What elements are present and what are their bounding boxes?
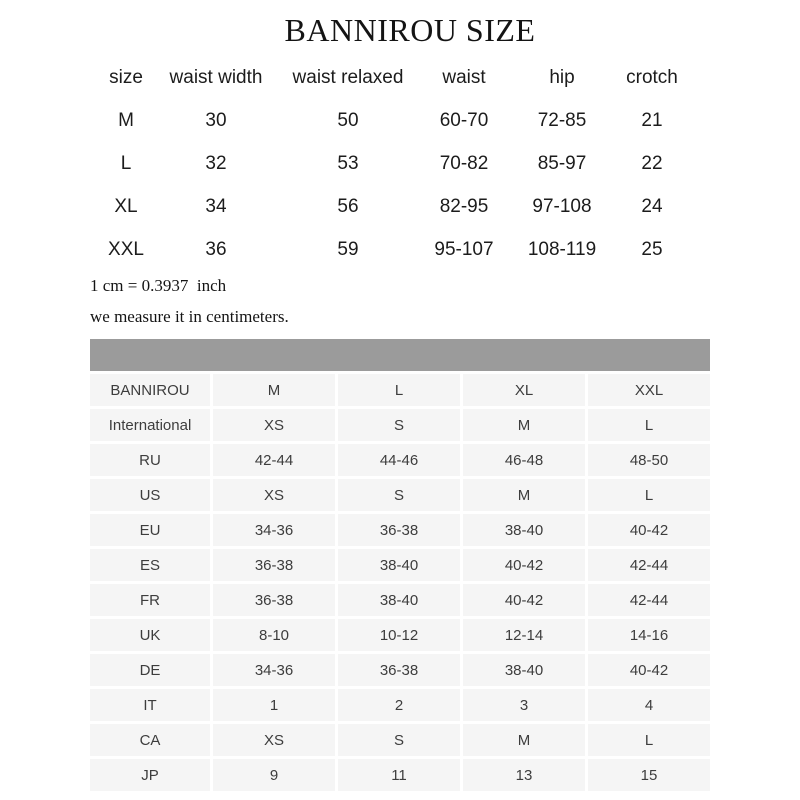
note-measurement-unit: we measure it in centimeters. (90, 307, 289, 326)
size-value-cell: 36 (205, 238, 227, 260)
size-value-cell: 25 (641, 238, 663, 260)
table-header-bar (90, 339, 710, 371)
size-table-header-cell: crotch (626, 66, 678, 88)
conversion-value-cell: 40-42 (463, 584, 585, 616)
size-value-cell: 32 (205, 152, 227, 174)
conversion-row-label-cell: IT (90, 689, 210, 721)
conversion-value-cell: 36-38 (338, 654, 460, 686)
conversion-row-label-cell: US (90, 479, 210, 511)
conversion-value-cell: 11 (338, 759, 460, 791)
conversion-table-row (90, 444, 710, 476)
conversion-table-row (90, 549, 710, 581)
conversion-value-cell: XS (213, 479, 335, 511)
size-measurements-table (88, 56, 680, 271)
conversion-row-label-cell: International (90, 409, 210, 441)
conversion-value-cell: XL (463, 374, 585, 406)
size-value-cell: 60-70 (439, 109, 489, 131)
size-table-header-cell: size (109, 66, 143, 88)
conversion-value-cell: 36-38 (213, 549, 335, 581)
size-row-label-cell: M (118, 109, 134, 131)
size-value-cell: 50 (337, 109, 359, 131)
size-value-cell: 97-108 (532, 195, 592, 217)
conversion-table-row (90, 654, 710, 686)
conversion-table-row (90, 689, 710, 721)
conversion-table-row (90, 584, 710, 616)
conversion-row-label-cell: EU (90, 514, 210, 546)
conversion-value-cell: 40-42 (463, 549, 585, 581)
size-value-cell: 22 (641, 152, 663, 174)
conversion-table-row (90, 479, 710, 511)
conversion-value-cell: 38-40 (338, 549, 460, 581)
conversion-value-cell: 1 (213, 689, 335, 721)
conversion-row-label-cell: FR (90, 584, 210, 616)
conversion-value-cell: 46-48 (463, 444, 585, 476)
size-value-cell: 108-119 (527, 238, 597, 260)
conversion-value-cell: S (338, 409, 460, 441)
conversion-value-cell: 14-16 (588, 619, 710, 651)
conversion-row-label-cell: CA (90, 724, 210, 756)
conversion-value-cell: 38-40 (338, 584, 460, 616)
conversion-row-label-cell: JP (90, 759, 210, 791)
conversion-row-label-cell: BANNIROU (90, 374, 210, 406)
conversion-value-cell: 48-50 (588, 444, 710, 476)
size-row-label-cell: XL (114, 195, 138, 217)
conversion-value-cell: 10-12 (338, 619, 460, 651)
conversion-value-cell: L (338, 374, 460, 406)
size-table-header-cell: waist width (169, 66, 263, 88)
conversion-value-cell: 36-38 (338, 514, 460, 546)
size-table-header-cell: waist relaxed (292, 66, 404, 88)
conversion-value-cell: 40-42 (588, 654, 710, 686)
size-table-header-cell: waist (442, 66, 486, 88)
conversion-value-cell: 42-44 (588, 584, 710, 616)
conversion-value-cell: L (588, 479, 710, 511)
conversion-value-cell: 44-46 (338, 444, 460, 476)
conversion-row-label-cell: UK (90, 619, 210, 651)
conversion-value-cell: 36-38 (213, 584, 335, 616)
size-value-cell: 21 (641, 109, 663, 131)
size-row-label-cell: L (120, 152, 132, 174)
conversion-value-cell: S (338, 479, 460, 511)
conversion-table-row (90, 514, 710, 546)
conversion-row-label-cell: ES (90, 549, 210, 581)
size-value-cell: 95-107 (434, 238, 494, 260)
conversion-value-cell: XXL (588, 374, 710, 406)
conversion-value-cell: 38-40 (463, 654, 585, 686)
conversion-value-cell: M (463, 409, 585, 441)
conversion-value-cell: 15 (588, 759, 710, 791)
note-cm-inch-conversion: 1 cm = 0.3937 inch (90, 276, 227, 295)
conversion-value-cell: 8-10 (213, 619, 335, 651)
conversion-table-row (90, 724, 710, 756)
size-value-cell: 59 (337, 238, 359, 260)
conversion-value-cell: M (463, 479, 585, 511)
size-value-cell: 34 (205, 195, 227, 217)
conversion-value-cell: L (588, 724, 710, 756)
conversion-value-cell: 40-42 (588, 514, 710, 546)
conversion-value-cell: 12-14 (463, 619, 585, 651)
conversion-value-cell: 34-36 (213, 514, 335, 546)
conversion-value-cell: 2 (338, 689, 460, 721)
international-conversion-table (90, 374, 710, 791)
page-title: BANNIROU SIZE (284, 12, 536, 48)
conversion-table-row (90, 759, 710, 791)
conversion-value-cell: L (588, 409, 710, 441)
conversion-value-cell: 13 (463, 759, 585, 791)
size-row-label-cell: XXL (108, 238, 144, 260)
size-value-cell: 82-95 (439, 195, 489, 217)
conversion-value-cell: 42-44 (588, 549, 710, 581)
size-value-cell: 85-97 (537, 152, 587, 174)
size-value-cell: 53 (337, 152, 359, 174)
conversion-value-cell: M (463, 724, 585, 756)
conversion-value-cell: 34-36 (213, 654, 335, 686)
conversion-value-cell: 9 (213, 759, 335, 791)
size-table-header-cell: hip (549, 66, 575, 88)
conversion-table-row (90, 619, 710, 651)
conversion-value-cell: S (338, 724, 460, 756)
conversion-value-cell: 42-44 (213, 444, 335, 476)
conversion-value-cell: M (213, 374, 335, 406)
conversion-value-cell: XS (213, 724, 335, 756)
size-value-cell: 56 (337, 195, 359, 217)
conversion-value-cell: 3 (463, 689, 585, 721)
size-value-cell: 24 (641, 195, 663, 217)
size-value-cell: 70-82 (439, 152, 489, 174)
size-value-cell: 30 (205, 109, 227, 131)
size-value-cell: 72-85 (537, 109, 587, 131)
conversion-table-row (90, 409, 710, 441)
conversion-row-label-cell: DE (90, 654, 210, 686)
conversion-table-row (90, 374, 710, 406)
conversion-value-cell: 38-40 (463, 514, 585, 546)
conversion-value-cell: XS (213, 409, 335, 441)
conversion-row-label-cell: RU (90, 444, 210, 476)
conversion-value-cell: 4 (588, 689, 710, 721)
